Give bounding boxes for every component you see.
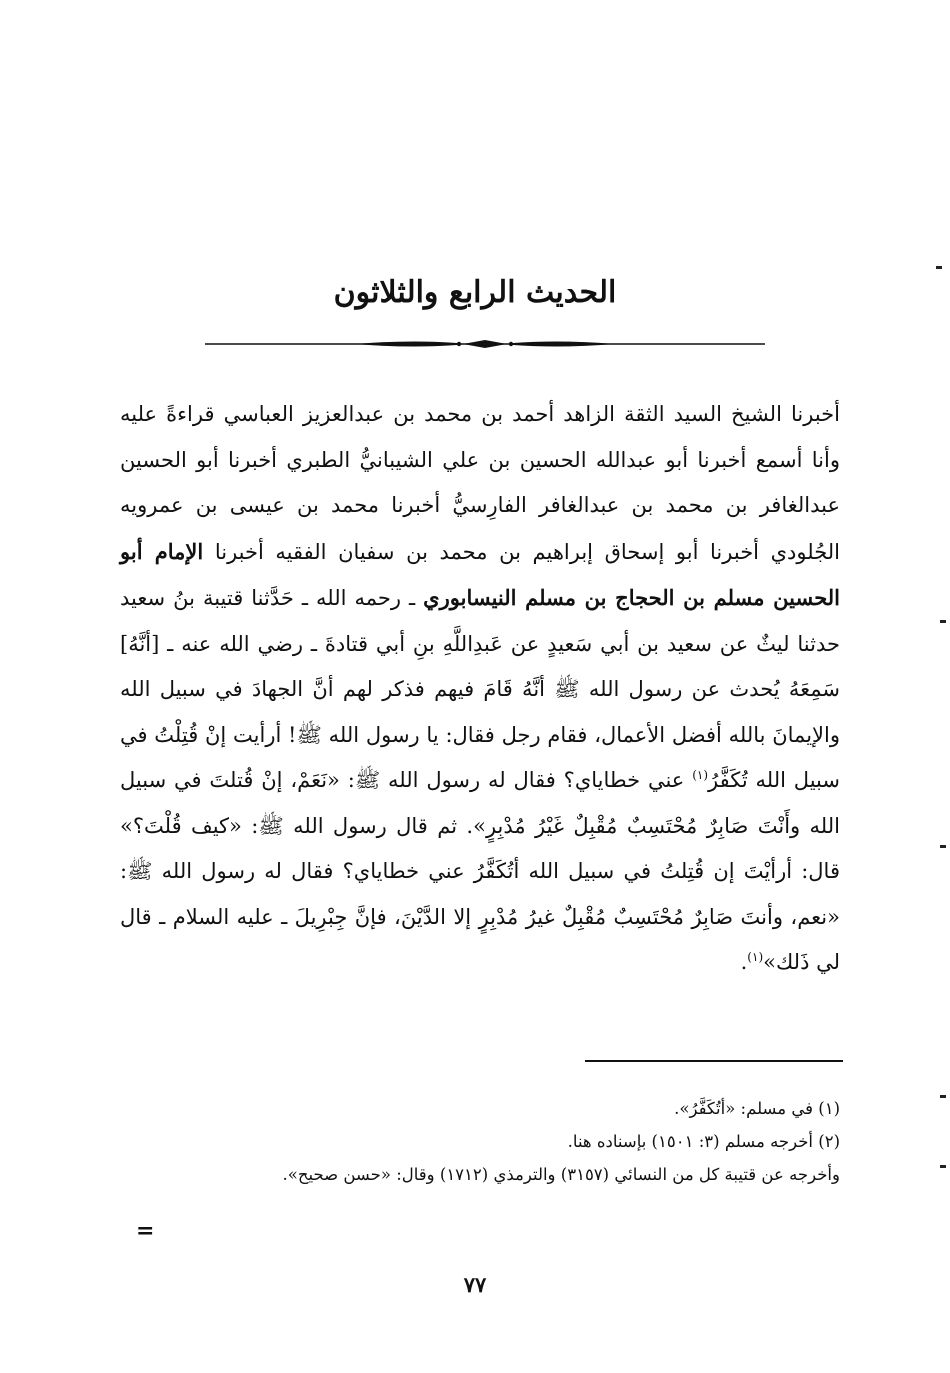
footnote-2: (٢) أخرجه مسلم (٣: ١٥٠١) بإسناده هنا.	[567, 1132, 840, 1151]
hadith-text-middle: ـ رحمه الله ـ حَدَّثنا قتيبة بنُ سعيد حدثنا ليثٌ عن سعيد بن أبي سَعيدٍ عن عَبدِاللَّهِ بنِ أبي قتادةَ ـ رضي الله عنه ـ [أنَّهُ] سَمِعَهُ يُحدث عن رسول الله ﷺ أنَّهُ قَامَ فيهم فذكر لهم أنَّ الجهادَ في سبيل الله والإيمانَ بالله أفضل الأعمال، فقام رجل فقال: يا رسول الله ﷺ! أرأيت إنْ قُتِلْتُ في سبيل الله تُكَفَّرُ	[120, 586, 840, 792]
hadith-isnad-start: أخبرنا الشيخ السيد الثقة الزاهد أحمد بن محمد بن عبدالعزيز العباسي قراءةً عليه وأنا أسمع أخبرنا أبو عبدالله الحسين بن علي الشيبانيُّ الطبري أخبرنا أبو الحسين عبدالغافر بن محمد بن عبدالغافر الفارِسيُّ أخبرنا محمد بن عيسى بن عمرويه الجُلودي أخبرنا أبو إسحاق إبراهيم بن محمد بن سفيان الفقيه أخبرنا	[120, 402, 840, 564]
footnote-ref-2[interactable]: (١)	[747, 950, 764, 964]
hadith-final-period: .	[740, 950, 748, 974]
edge-mark-1	[936, 266, 942, 269]
edge-mark-2	[940, 620, 946, 623]
footnote-ref-1[interactable]: (١)	[692, 768, 709, 782]
hadith-text-end: عني خطاياي؟ فقال له رسول الله ﷺ: «نَعَمْ، إنْ قُتلتَ في سبيل الله وأَنْتَ صَابِرٌ مُحْتَسِبٌ مُقْبِلٌ غَيْرُ مُدْبِرٍ». ثم قال رسول الله ﷺ: «كيف قُلْتَ؟» قال: أرأيْتَ إن قُتِلتُ في سبيل الله أتُكَفَّرُ عني خطاياي؟ فقال له رسول الله ﷺ: «نعم، وأنتَ صَابِرٌ مُحْتَسِبٌ مُقْبِلٌ غيرُ مُدْبِرٍ إلا الدَّيْنَ، فإنَّ جِبْرِيلَ ـ عليه السلام ـ قال لي ذَلك»	[120, 768, 840, 974]
edge-mark-3	[940, 845, 946, 848]
footnote-2-continued: وأخرجه عن قتيبة كل من النسائي (٣١٥٧) والترمذي (١٧١٢) وقال: «حسن صحيح».	[282, 1165, 840, 1184]
footnote-separator	[585, 1060, 843, 1062]
title-ornament-divider	[205, 334, 765, 354]
edge-mark-5	[940, 1165, 946, 1168]
page-number: ٧٧	[463, 1272, 487, 1297]
footnotes	[120, 1092, 840, 1191]
continuation-mark: =	[136, 1218, 155, 1244]
footnote-1: (١) في مسلم: «أتُكَفَّرُ».	[674, 1099, 840, 1118]
chapter-title: الحديث الرابع والثلاثون	[333, 275, 617, 310]
hadith-text	[120, 392, 840, 986]
imam-muslim-name: الإمام أبو الحسين مسلم بن الحجاج بن مسلم النيسابوري	[120, 538, 840, 610]
edge-mark-4	[940, 1095, 946, 1098]
